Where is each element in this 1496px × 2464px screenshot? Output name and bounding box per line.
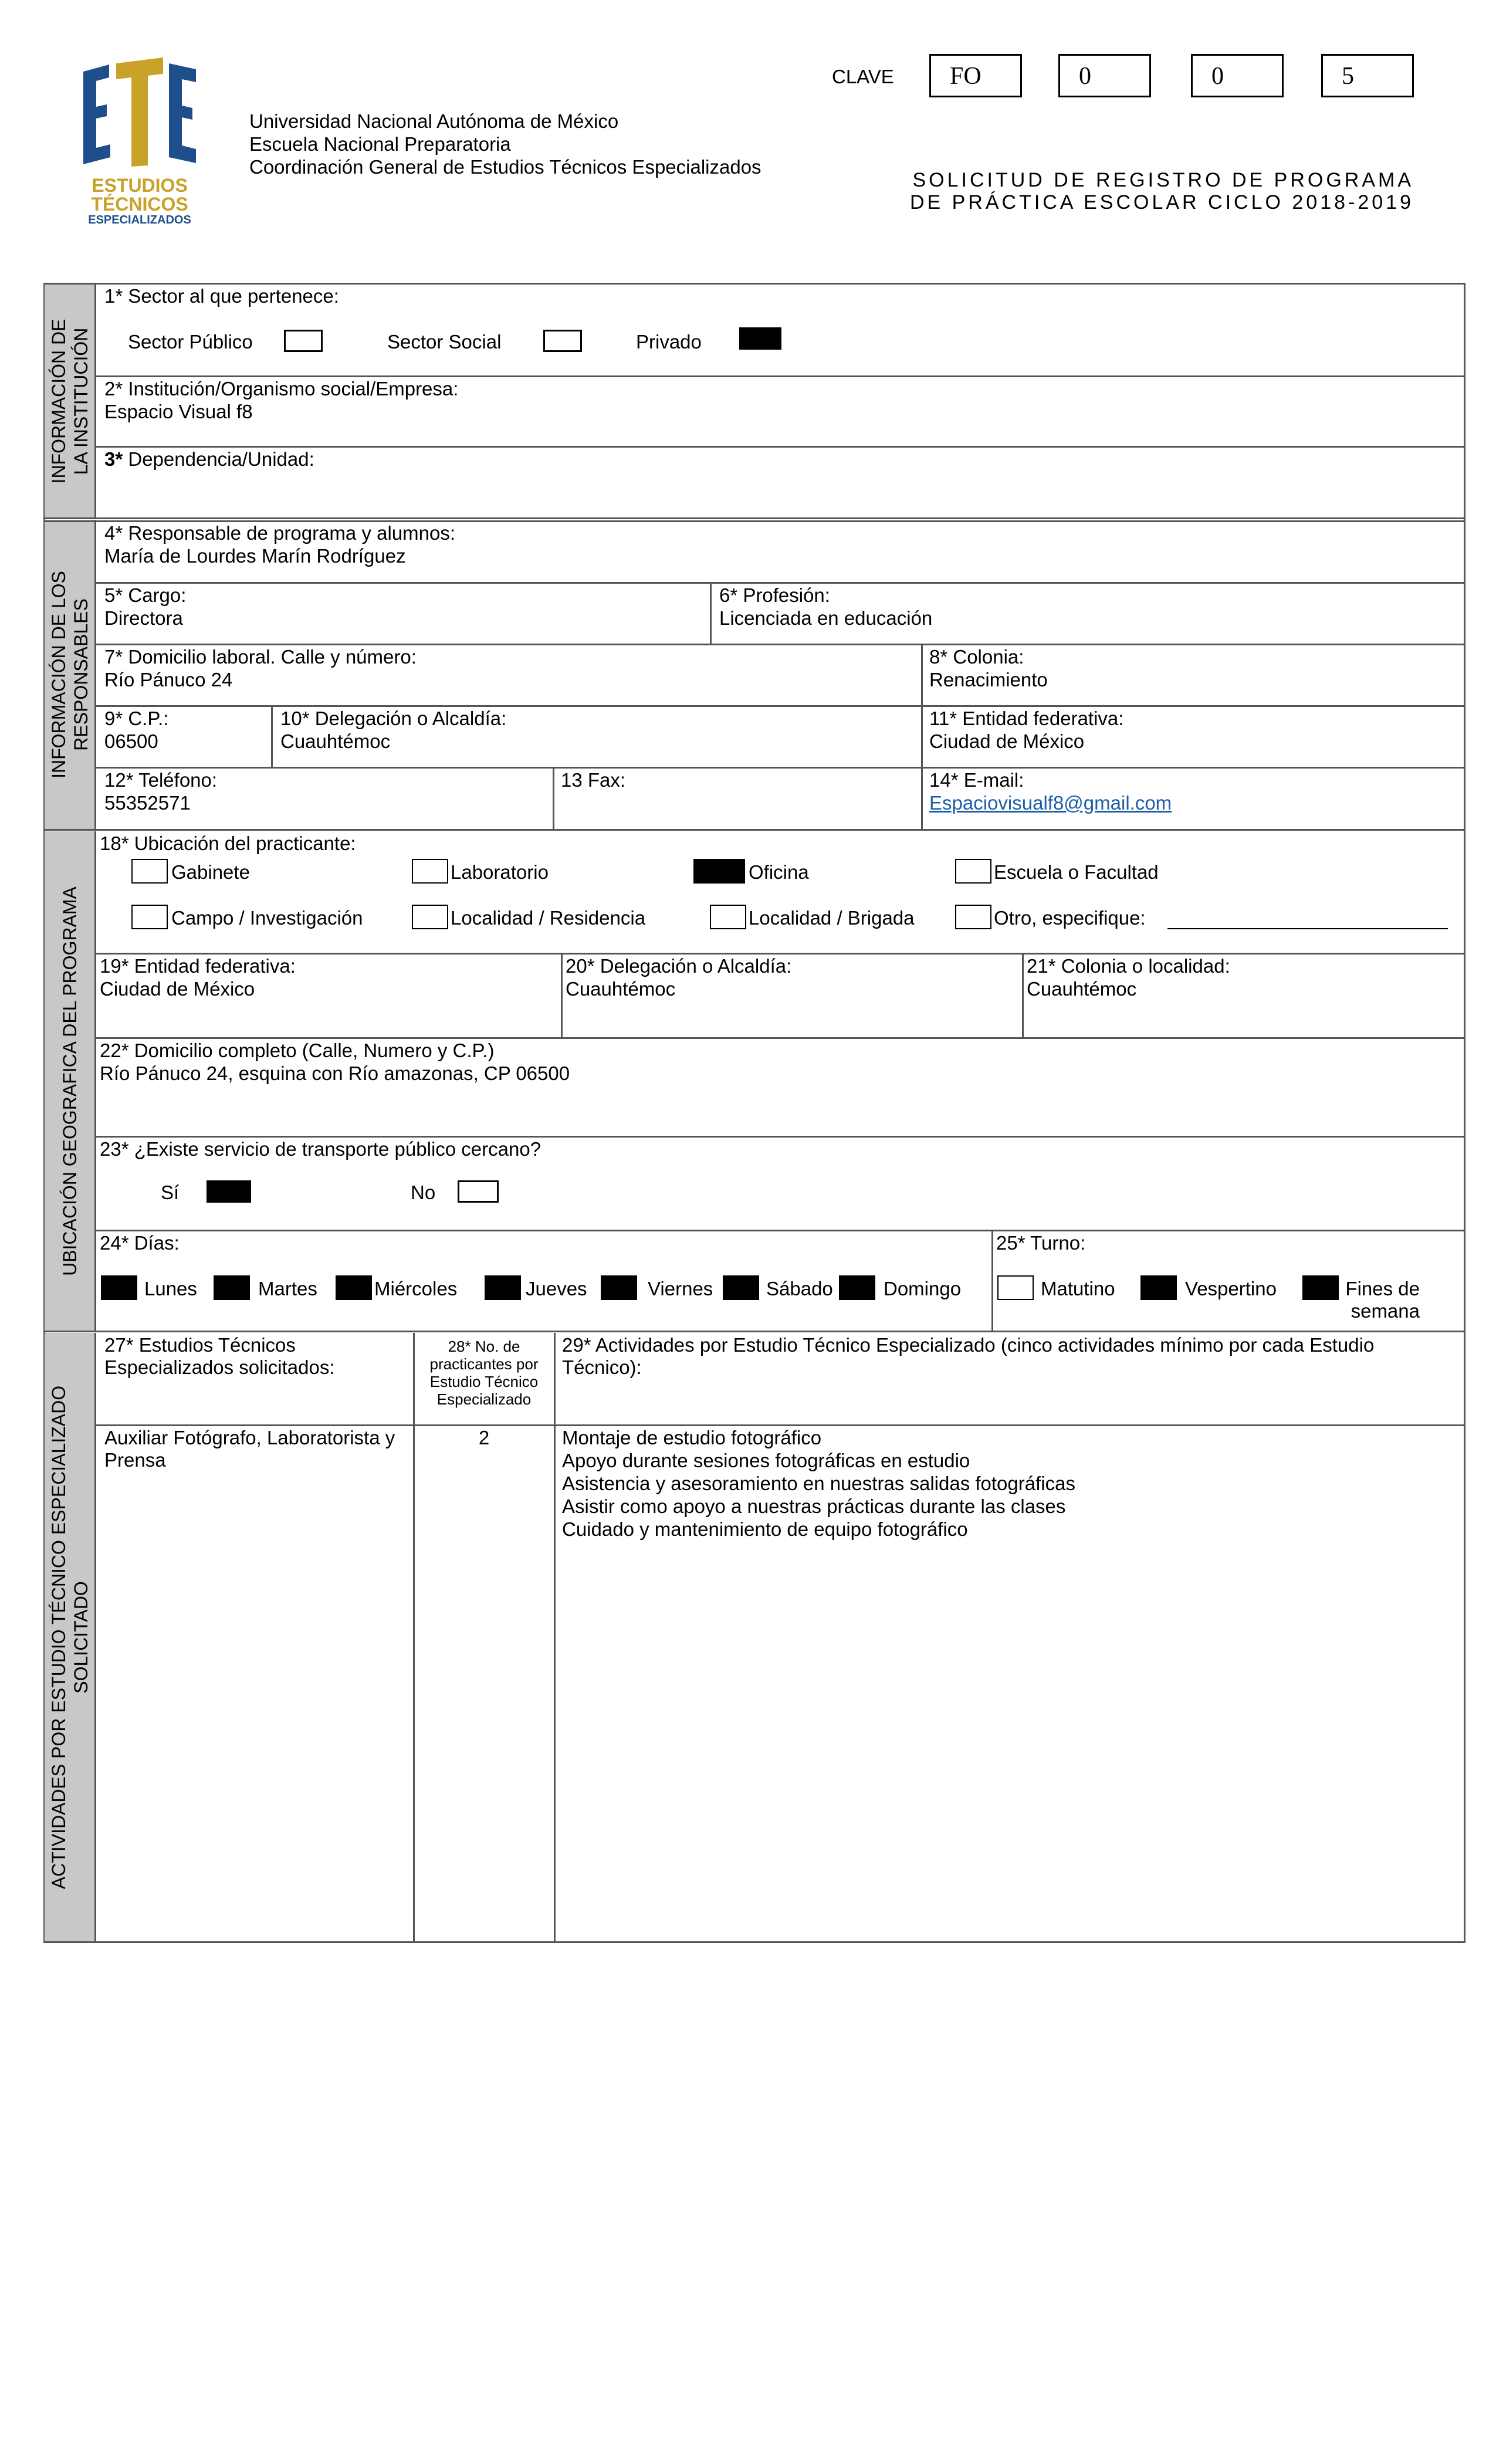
row-line (96, 1230, 1465, 1231)
sector-social-label: Sector Social (387, 331, 502, 353)
f13-label: 13 Fax: (561, 769, 626, 791)
domingo-label: Domingo (884, 1278, 962, 1299)
col-line (271, 705, 273, 767)
f11-value[interactable]: Ciudad de México (929, 730, 1085, 752)
clave-box-1[interactable]: FO (929, 54, 1022, 97)
row-line (96, 644, 1465, 645)
separator-1 (43, 517, 1465, 519)
privado-checkbox[interactable] (739, 327, 781, 350)
separator-3 (43, 1331, 1465, 1332)
sidebar-institucion (45, 285, 96, 518)
otro-label: Otro, especifique: (994, 907, 1146, 929)
f22-value[interactable]: Río Pánuco 24, esquina con Río amazonas, CP 06500 (100, 1062, 570, 1084)
row-actividad-5[interactable]: Cuidado y mantenimiento de equipo fotográfico (562, 1518, 968, 1540)
f7-value[interactable]: Río Pánuco 24 (104, 669, 233, 691)
row-line (96, 582, 1465, 584)
f21-value[interactable]: Cuauhtémoc (1027, 978, 1137, 1000)
org-value[interactable]: Espacio Visual f8 (104, 401, 253, 422)
f5-label: 5* Cargo: (104, 584, 187, 606)
row-line (96, 1136, 1465, 1138)
logo-line3: ESPECIALIZADOS (88, 214, 191, 226)
oficina-checkbox[interactable] (693, 859, 745, 884)
lunes-label: Lunes (144, 1278, 197, 1299)
martes-checkbox[interactable] (214, 1275, 250, 1300)
f5-value[interactable]: Directora (104, 607, 183, 629)
f9-label: 9* C.P.: (104, 708, 169, 729)
section-label-ubicacion: UBICACIÓN GEOGRAFICA DEL PROGRAMA (59, 886, 80, 1276)
institution-line-1: Universidad Nacional Autónoma de México (249, 110, 619, 132)
sabado-label: Sábado (766, 1278, 833, 1299)
brigada-checkbox[interactable] (710, 905, 746, 929)
row-estudio[interactable]: Auxiliar Fotógrafo, Laboratorista y Prensa (104, 1427, 395, 1471)
f23-label: 23* ¿Existe servicio de transporte público cercano? (100, 1138, 541, 1160)
f22-label: 22* Domicilio completo (Calle, Numero y C.P.) (100, 1040, 495, 1061)
f6-value[interactable]: Licenciada en educación (719, 607, 933, 629)
col29-header: 29* Actividades por Estudio Técnico Especializado (cinco actividades mínimo por cada Estudio Técnico): (562, 1334, 1375, 1378)
lunes-checkbox[interactable] (101, 1275, 137, 1300)
sidebar-actividades (45, 1333, 96, 1941)
org-label: 2* Institución/Organismo social/Empresa: (104, 378, 459, 400)
escuela-label: Escuela o Facultad (994, 861, 1159, 883)
f11-label: 11* Entidad federativa: (929, 708, 1124, 729)
f12-value[interactable]: 55352571 (104, 792, 191, 814)
f10-label: 10* Delegación o Alcaldía: (280, 708, 507, 729)
fines-semana-checkbox[interactable] (1302, 1275, 1339, 1300)
f19-label: 19* Entidad federativa: (100, 955, 296, 977)
f14-label: 14* E-mail: (929, 769, 1024, 791)
oficina-label: Oficina (749, 861, 809, 883)
domingo-checkbox[interactable] (839, 1275, 875, 1300)
col-line (921, 767, 923, 829)
otro-checkbox[interactable] (955, 905, 991, 929)
vespertino-label: Vespertino (1185, 1278, 1277, 1299)
gabinete-label: Gabinete (171, 861, 250, 883)
residencia-checkbox[interactable] (412, 905, 448, 929)
row-actividad-2[interactable]: Apoyo durante sesiones fotográficas en estudio (562, 1450, 970, 1471)
row-line (96, 705, 1465, 707)
col-line (710, 582, 712, 644)
otro-specify-input[interactable] (1167, 928, 1448, 929)
f4-value[interactable]: María de Lourdes Marín Rodríguez (104, 545, 406, 567)
matutino-checkbox[interactable] (997, 1275, 1034, 1300)
clave-box-3[interactable]: 0 (1191, 54, 1284, 97)
logo-line2: TÉCNICOS (91, 194, 188, 215)
viernes-checkbox[interactable] (601, 1275, 637, 1300)
logo-line1: ESTUDIOS (92, 175, 188, 196)
row-actividad-3[interactable]: Asistencia y asesoramiento en nuestras salidas fotográficas (562, 1473, 1075, 1494)
row-line (96, 767, 1465, 769)
sector-publico-checkbox[interactable] (284, 330, 323, 352)
laboratorio-label: Laboratorio (451, 861, 549, 883)
col-line (991, 1230, 993, 1331)
f23-no-label: No (411, 1182, 436, 1203)
f14-email-link[interactable]: Espaciovisualf8@gmail.com (929, 792, 1172, 814)
col28-header: 28* No. de practicantes por Estudio Técnico Especializado (429, 1338, 539, 1408)
row-line (96, 1424, 1465, 1426)
row-actividad-1[interactable]: Montaje de estudio fotográfico (562, 1427, 822, 1448)
campo-label: Campo / Investigación (171, 907, 363, 929)
clave-label: CLAVE (832, 66, 894, 87)
clave-box-2[interactable]: 0 (1058, 54, 1151, 97)
vespertino-checkbox[interactable] (1140, 1275, 1177, 1300)
row-line (96, 1037, 1465, 1039)
col-line (561, 953, 563, 1037)
gabinete-checkbox[interactable] (131, 859, 168, 884)
col-line (1022, 953, 1024, 1037)
col-line (553, 767, 554, 829)
clave-box-4[interactable]: 5 (1321, 54, 1414, 97)
escuela-checkbox[interactable] (955, 859, 991, 884)
section-label-institucion: INFORMACIÓN DE LA INSTITUCIÓN (48, 319, 92, 484)
martes-label: Martes (258, 1278, 317, 1299)
sidebar-ubicacion (45, 831, 96, 1331)
dep-label-number: 3* (104, 448, 123, 470)
fines-semana-label: Fines de semana (1345, 1278, 1420, 1322)
row-numero[interactable]: 2 (478, 1427, 490, 1448)
f24-label: 24* Días: (100, 1232, 180, 1254)
institution-line-2: Escuela Nacional Preparatoria (249, 133, 511, 155)
miercoles-checkbox[interactable] (336, 1275, 372, 1300)
f23-si-label: Sí (161, 1182, 180, 1203)
section-label-actividades: ACTIVIDADES POR ESTUDIO TÉCNICO ESPECIALIZADO SOLICITADO (48, 1385, 92, 1889)
sector-label: 1* Sector al que pertenece: (104, 285, 339, 307)
institution-line-3: Coordinación General de Estudios Técnicos Especializados (249, 156, 761, 178)
f12-label: 12* Teléfono: (104, 769, 218, 791)
f8-value[interactable]: Renacimiento (929, 669, 1048, 691)
section-label-responsables: INFORMACIÓN DE LOS RESPONSABLES (48, 571, 92, 779)
f21-label: 21* Colonia o localidad: (1027, 955, 1230, 977)
f18-label: 18* Ubicación del practicante: (100, 832, 356, 854)
campo-checkbox[interactable] (131, 905, 168, 929)
f19-value[interactable]: Ciudad de México (100, 978, 255, 1000)
f6-label: 6* Profesión: (719, 584, 830, 606)
matutino-label: Matutino (1041, 1278, 1115, 1299)
miercoles-label: Miércoles (374, 1278, 458, 1299)
f20-label: 20* Delegación o Alcaldía: (566, 955, 792, 977)
ete-logo-mark (81, 54, 198, 177)
f10-value[interactable]: Cuauhtémoc (280, 730, 391, 752)
dep-label (104, 448, 314, 471)
jueves-checkbox[interactable] (485, 1275, 521, 1300)
f23-no-checkbox[interactable] (458, 1180, 499, 1203)
sector-social-checkbox[interactable] (543, 330, 582, 352)
form-title-line-2: DE PRÁCTICA ESCOLAR CICLO 2018-2019 (909, 191, 1414, 214)
row-line (96, 953, 1465, 955)
brigada-label: Localidad / Brigada (749, 907, 915, 929)
laboratorio-checkbox[interactable] (412, 859, 448, 884)
ete-logo (81, 54, 198, 230)
separator-2 (43, 829, 1465, 831)
row-line (96, 375, 1465, 377)
sabado-checkbox[interactable] (723, 1275, 759, 1300)
f23-si-checkbox[interactable] (207, 1180, 251, 1203)
f25-label: 25* Turno: (996, 1232, 1086, 1254)
sector-publico-label: Sector Público (128, 331, 253, 353)
jueves-label: Jueves (526, 1278, 587, 1299)
row-actividad-4[interactable]: Asistir como apoyo a nuestras prácticas durante las clases (562, 1495, 1066, 1517)
f20-value[interactable]: Cuauhtémoc (566, 978, 676, 1000)
row-line (96, 446, 1465, 448)
f8-label: 8* Colonia: (929, 646, 1024, 668)
col27-header: 27* Estudios Técnicos Especializados solicitados: (104, 1334, 335, 1378)
f7-label: 7* Domicilio laboral. Calle y número: (104, 646, 417, 668)
privado-label: Privado (636, 331, 702, 353)
residencia-label: Localidad / Residencia (451, 907, 646, 929)
f9-value[interactable]: 06500 (104, 730, 158, 752)
form-title-line-1: SOLICITUD DE REGISTRO DE PROGRAMA (912, 169, 1414, 191)
f4-label: 4* Responsable de programa y alumnos: (104, 522, 456, 544)
sidebar-responsables (45, 520, 96, 830)
viernes-label: Viernes (648, 1278, 713, 1299)
dep-label-text: Dependencia/Unidad: (123, 448, 314, 470)
